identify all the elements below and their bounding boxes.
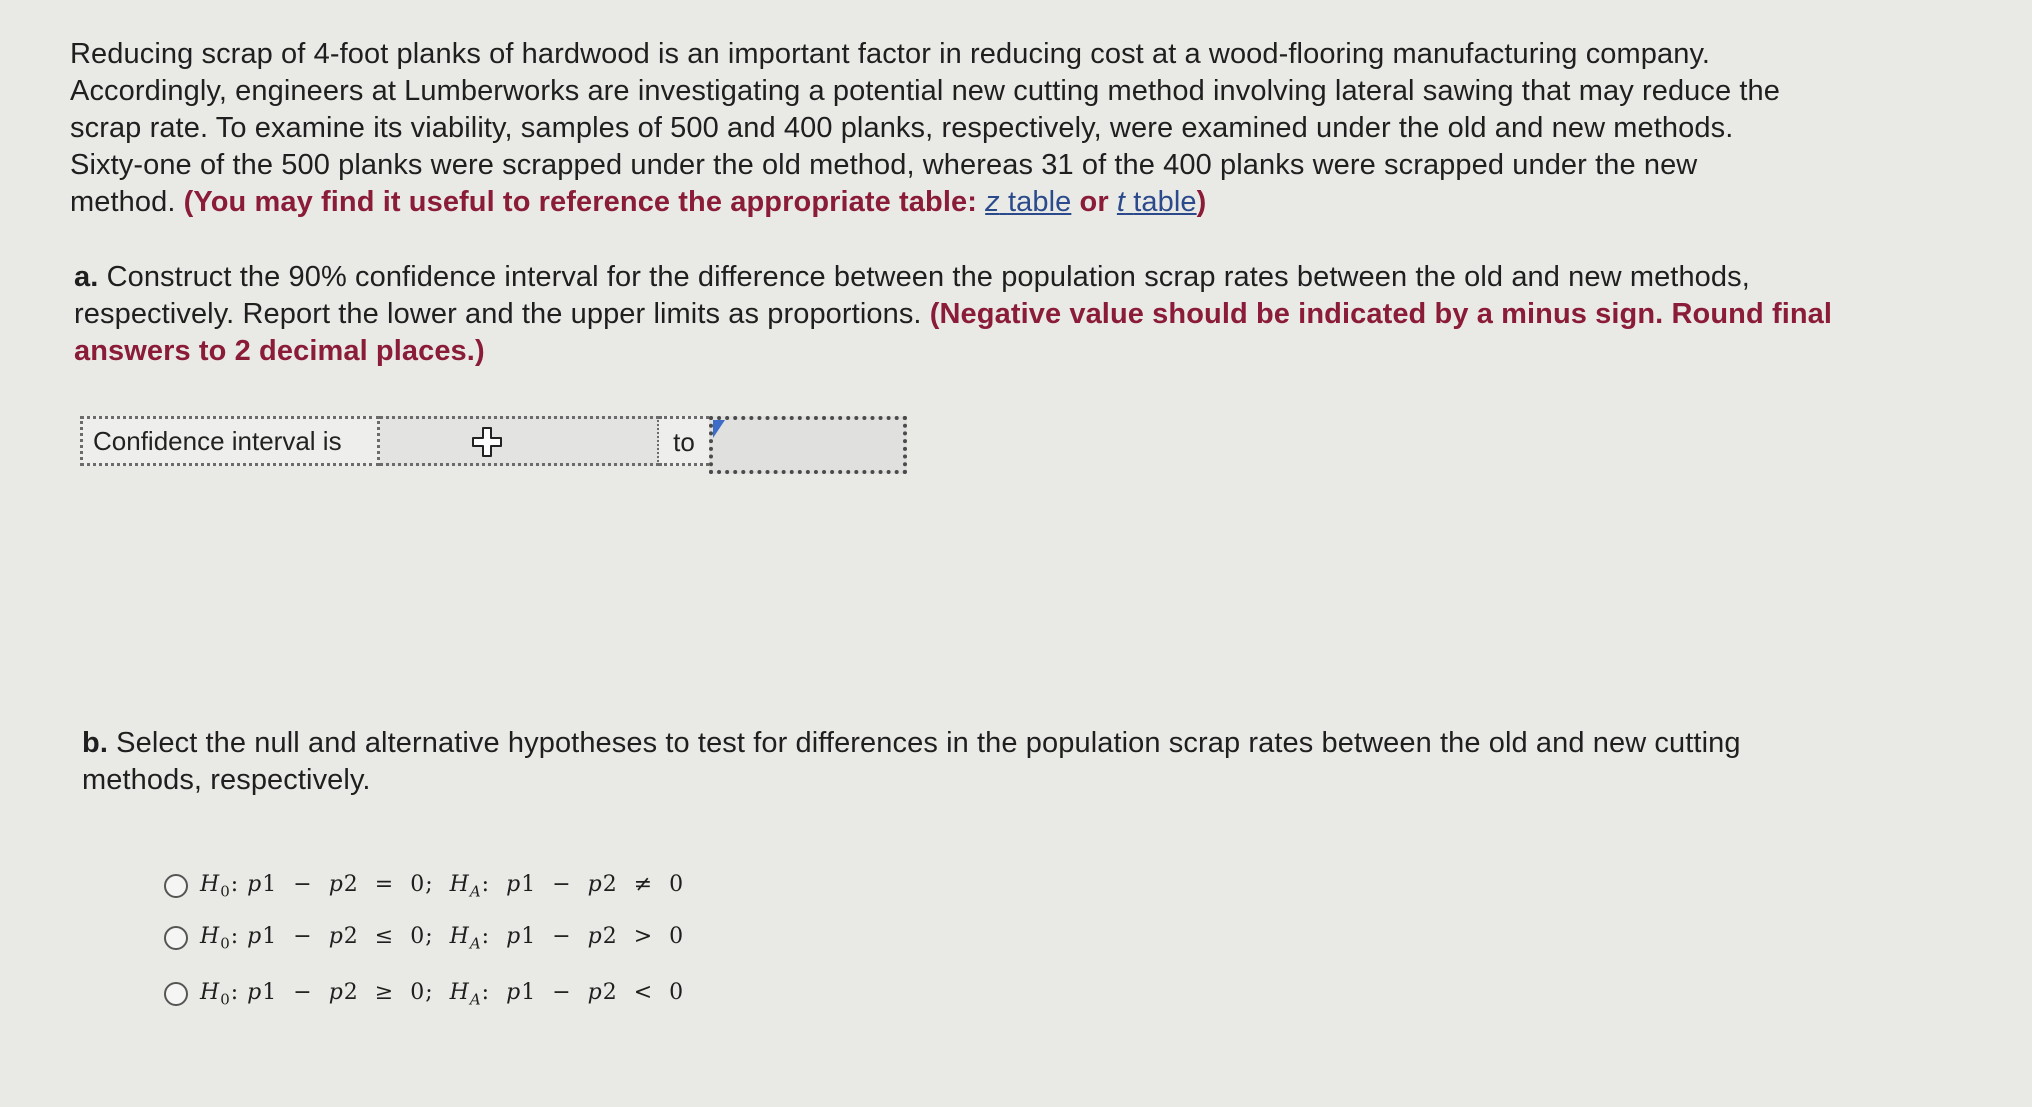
h0-relation: ≤: [374, 923, 395, 949]
confidence-interval-label: Confidence interval is: [80, 416, 380, 466]
part-b-text-1: Select the null and alternative hypotheses to test for differences in the population scrap rates between the old and new cutting: [116, 727, 1741, 759]
t-table-link[interactable]: [1117, 186, 1197, 218]
ha-relation: <: [633, 979, 654, 1005]
part-a-label: a.: [74, 261, 99, 293]
part-a-instruction-2: answers to 2 decimal places.): [74, 335, 485, 367]
ha-relation: ≠: [633, 871, 654, 897]
table-reference-note: [184, 186, 1207, 218]
upper-limit-input[interactable]: [709, 416, 907, 474]
part-a-text-1: Construct the 90% confidence interval for the difference between the population scrap rates between the old and new methods,: [106, 261, 1750, 293]
t-letter: t: [1116, 186, 1126, 218]
part-b-line-2: methods, respectively.: [82, 764, 371, 796]
radio-button[interactable]: [164, 926, 188, 950]
hypothesis-formula: $H_0$: p1 − p2 ≤ 0; $H_A$: p1 − p2 > 0: [200, 923, 685, 953]
h0-relation: =: [374, 871, 395, 897]
reference-close-text: ): [1196, 186, 1207, 218]
z-table-link[interactable]: [985, 186, 1071, 218]
intro-line-5: [70, 184, 2020, 221]
t-table-word: table: [1133, 186, 1197, 218]
z-table-word: table: [1007, 186, 1072, 218]
part-a-question: [74, 259, 2014, 370]
hypothesis-formula: $H_0$: p1 − p2 = 0; $H_A$: p1 − p2 ≠ 0: [200, 871, 685, 901]
radio-button[interactable]: [164, 982, 188, 1006]
hypothesis-option-2[interactable]: [164, 918, 684, 958]
part-b-label: b.: [82, 727, 108, 759]
h0-relation: ≥: [374, 979, 395, 1005]
intro-line-2: Accordingly, engineers at Lumberworks are investigating a potential new cutting method involving lateral sawing that may reduce the: [70, 75, 1780, 107]
radio-button[interactable]: [164, 874, 188, 898]
problem-statement: [70, 36, 2020, 221]
move-cursor-icon: [470, 425, 504, 459]
part-a-instruction-1: (Negative value should be indicated by a minus sign. Round final: [929, 298, 1833, 330]
hypothesis-option-3[interactable]: [164, 974, 684, 1014]
intro-line-5-start: method.: [70, 186, 176, 218]
part-a-line-2: [74, 296, 2014, 333]
part-a-line-1: [74, 259, 2014, 296]
intro-line-4: Sixty-one of the 500 planks were scrapped under the old method, whereas 31 of the 400 planks were scrapped under the new: [70, 149, 1698, 181]
part-b-question: [82, 725, 2012, 799]
confidence-interval-row: [80, 416, 826, 474]
hypothesis-option-1[interactable]: [164, 866, 684, 906]
lower-limit-input[interactable]: [380, 416, 659, 466]
z-letter: z: [985, 186, 1000, 218]
intro-line-3: scrap rate. To examine its viability, samples of 500 and 400 planks, respectively, were examined under the old and new methods.: [70, 112, 1734, 144]
part-a-text-2: respectively. Report the lower and the upper limits as proportions.: [74, 298, 922, 330]
ha-relation: >: [633, 923, 654, 949]
or-text: or: [1079, 186, 1109, 218]
part-b-line-1: [82, 725, 2012, 762]
reference-open-text: (You may find it useful to reference the appropriate table:: [183, 186, 977, 218]
hypothesis-formula: $H_0$: p1 − p2 ≥ 0; $H_A$: p1 − p2 < 0: [200, 979, 685, 1009]
to-label: to: [659, 416, 709, 466]
intro-line-1: Reducing scrap of 4-foot planks of hardwood is an important factor in reducing cost at a wood-flooring manufacturing company.: [70, 38, 1711, 70]
